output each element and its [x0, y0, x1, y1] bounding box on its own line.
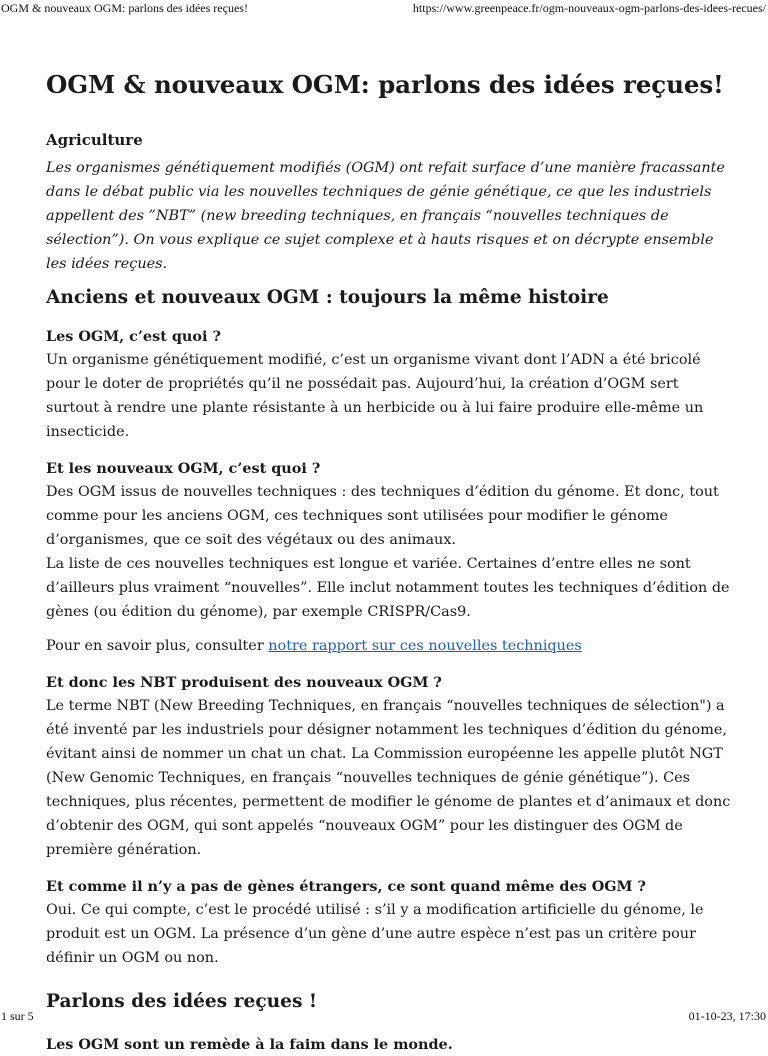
article-title: OGM & nouveaux OGM: parlons des idées reçues! — [46, 70, 724, 99]
myth-heading: Les OGM sont un remède à la faim dans le monde. — [46, 1036, 453, 1053]
question-heading: Et les nouveaux OGM, c’est quoi ? — [46, 460, 321, 477]
paragraph: Le terme NBT (New Breeding Techniques, en français “nouvelles techniques de sélection") a été inventé par les industriels pour désigner notamment les techniques d’édition du génome, évitant ainsi de nommer un chat un chat. La Commission européenne les appelle plutôt NGT (New Genomic Techniques, en français “nouvelles techniques de génie génétique”). Ces techniques, plus récentes, permettent de modifier le génome de plantes et d’animaux et donc d’obtenir des OGM, qui sont appelés “nouveaux OGM” pour les distinguer des OGM de première génération. — [46, 698, 731, 858]
section-heading-anciens-nouveaux-ogm: Anciens et nouveaux OGM : toujours la même histoire — [46, 287, 609, 308]
print-header-url: https://www.greenpeace.fr/ogm-nouveaux-ogm-parlons-des-idees-recues/ — [412, 1, 766, 15]
article — [46, 66, 736, 1056]
article-intro: Les organismes génétiquement modifiés (OGM) ont refait surface d’une manière fracassante dans le débat public via les nouvelles techniques de génie génétique, ce que les industriels appellent des ”NBT” (new breeding techniques, en français “nouvelles techniques de sélection”). On vous explique ce sujet complexe et à hauts risques et on décrypte ensemble les idées reçues. — [46, 160, 725, 272]
report-link[interactable]: notre rapport sur ces nouvelles techniques — [268, 638, 582, 654]
question-heading: Les OGM, c’est quoi ? — [46, 328, 221, 345]
page-number: 1 sur 5 — [1, 1009, 34, 1023]
print-header — [0, 0, 768, 18]
question-heading: Et comme il n’y a pas de gènes étrangers, ce sont quand même des OGM ? — [46, 878, 646, 895]
paragraph: Un organisme génétiquement modifié, c’est un organisme vivant dont l’ADN a été bricolé pour le doter de propriétés qu’il ne possédait pas. Aujourd’hui, la création d’OGM sert surtout à rendre une plante résistante à un herbicide ou à lui faire produire elle-même un insecticide. — [46, 352, 704, 440]
question-block-nouveaux-ogm — [46, 458, 736, 658]
print-footer — [0, 1009, 768, 1024]
more-info-paragraph — [46, 634, 736, 658]
paragraph: Des OGM issus de nouvelles techniques : des techniques d’édition du génome. Et donc, tout comme pour les anciens OGM, ces techniques sont utilisées pour modifier le génome d’organismes, que ce soit des végétaux ou des animaux. — [46, 484, 719, 548]
article-category: Agriculture — [46, 131, 143, 149]
more-info-prefix: Pour en savoir plus, consulter — [46, 638, 269, 654]
print-header-title: OGM & nouveaux OGM: parlons des idées reçues! — [1, 1, 248, 15]
paragraph: Oui. Ce qui compte, c’est le procédé utilisé : s’il y a modification artificielle du génome, le produit est un OGM. La présence d’un gène d’une autre espèce n’est pas un critère pour définir un OGM ou non. — [46, 902, 704, 966]
print-datetime: 01-10-23, 17:30 — [688, 1009, 766, 1023]
paragraph: La liste de ces nouvelles techniques est longue et variée. Certaines d’entre elles ne sont d’ailleurs plus vraiment “nouvelles”. Elle inclut notamment toutes les techniques d’édition de gènes (ou édition du génome), par exemple CRISPR/Cas9. — [46, 556, 730, 620]
section-heading-idees-recues: Parlons des idées reçues ! — [46, 991, 318, 1012]
question-block-genes-etrangers — [46, 876, 736, 970]
question-block-ogm — [46, 326, 736, 444]
question-heading: Et donc les NBT produisent des nouveaux OGM ? — [46, 674, 442, 691]
question-block-nbt — [46, 672, 736, 862]
